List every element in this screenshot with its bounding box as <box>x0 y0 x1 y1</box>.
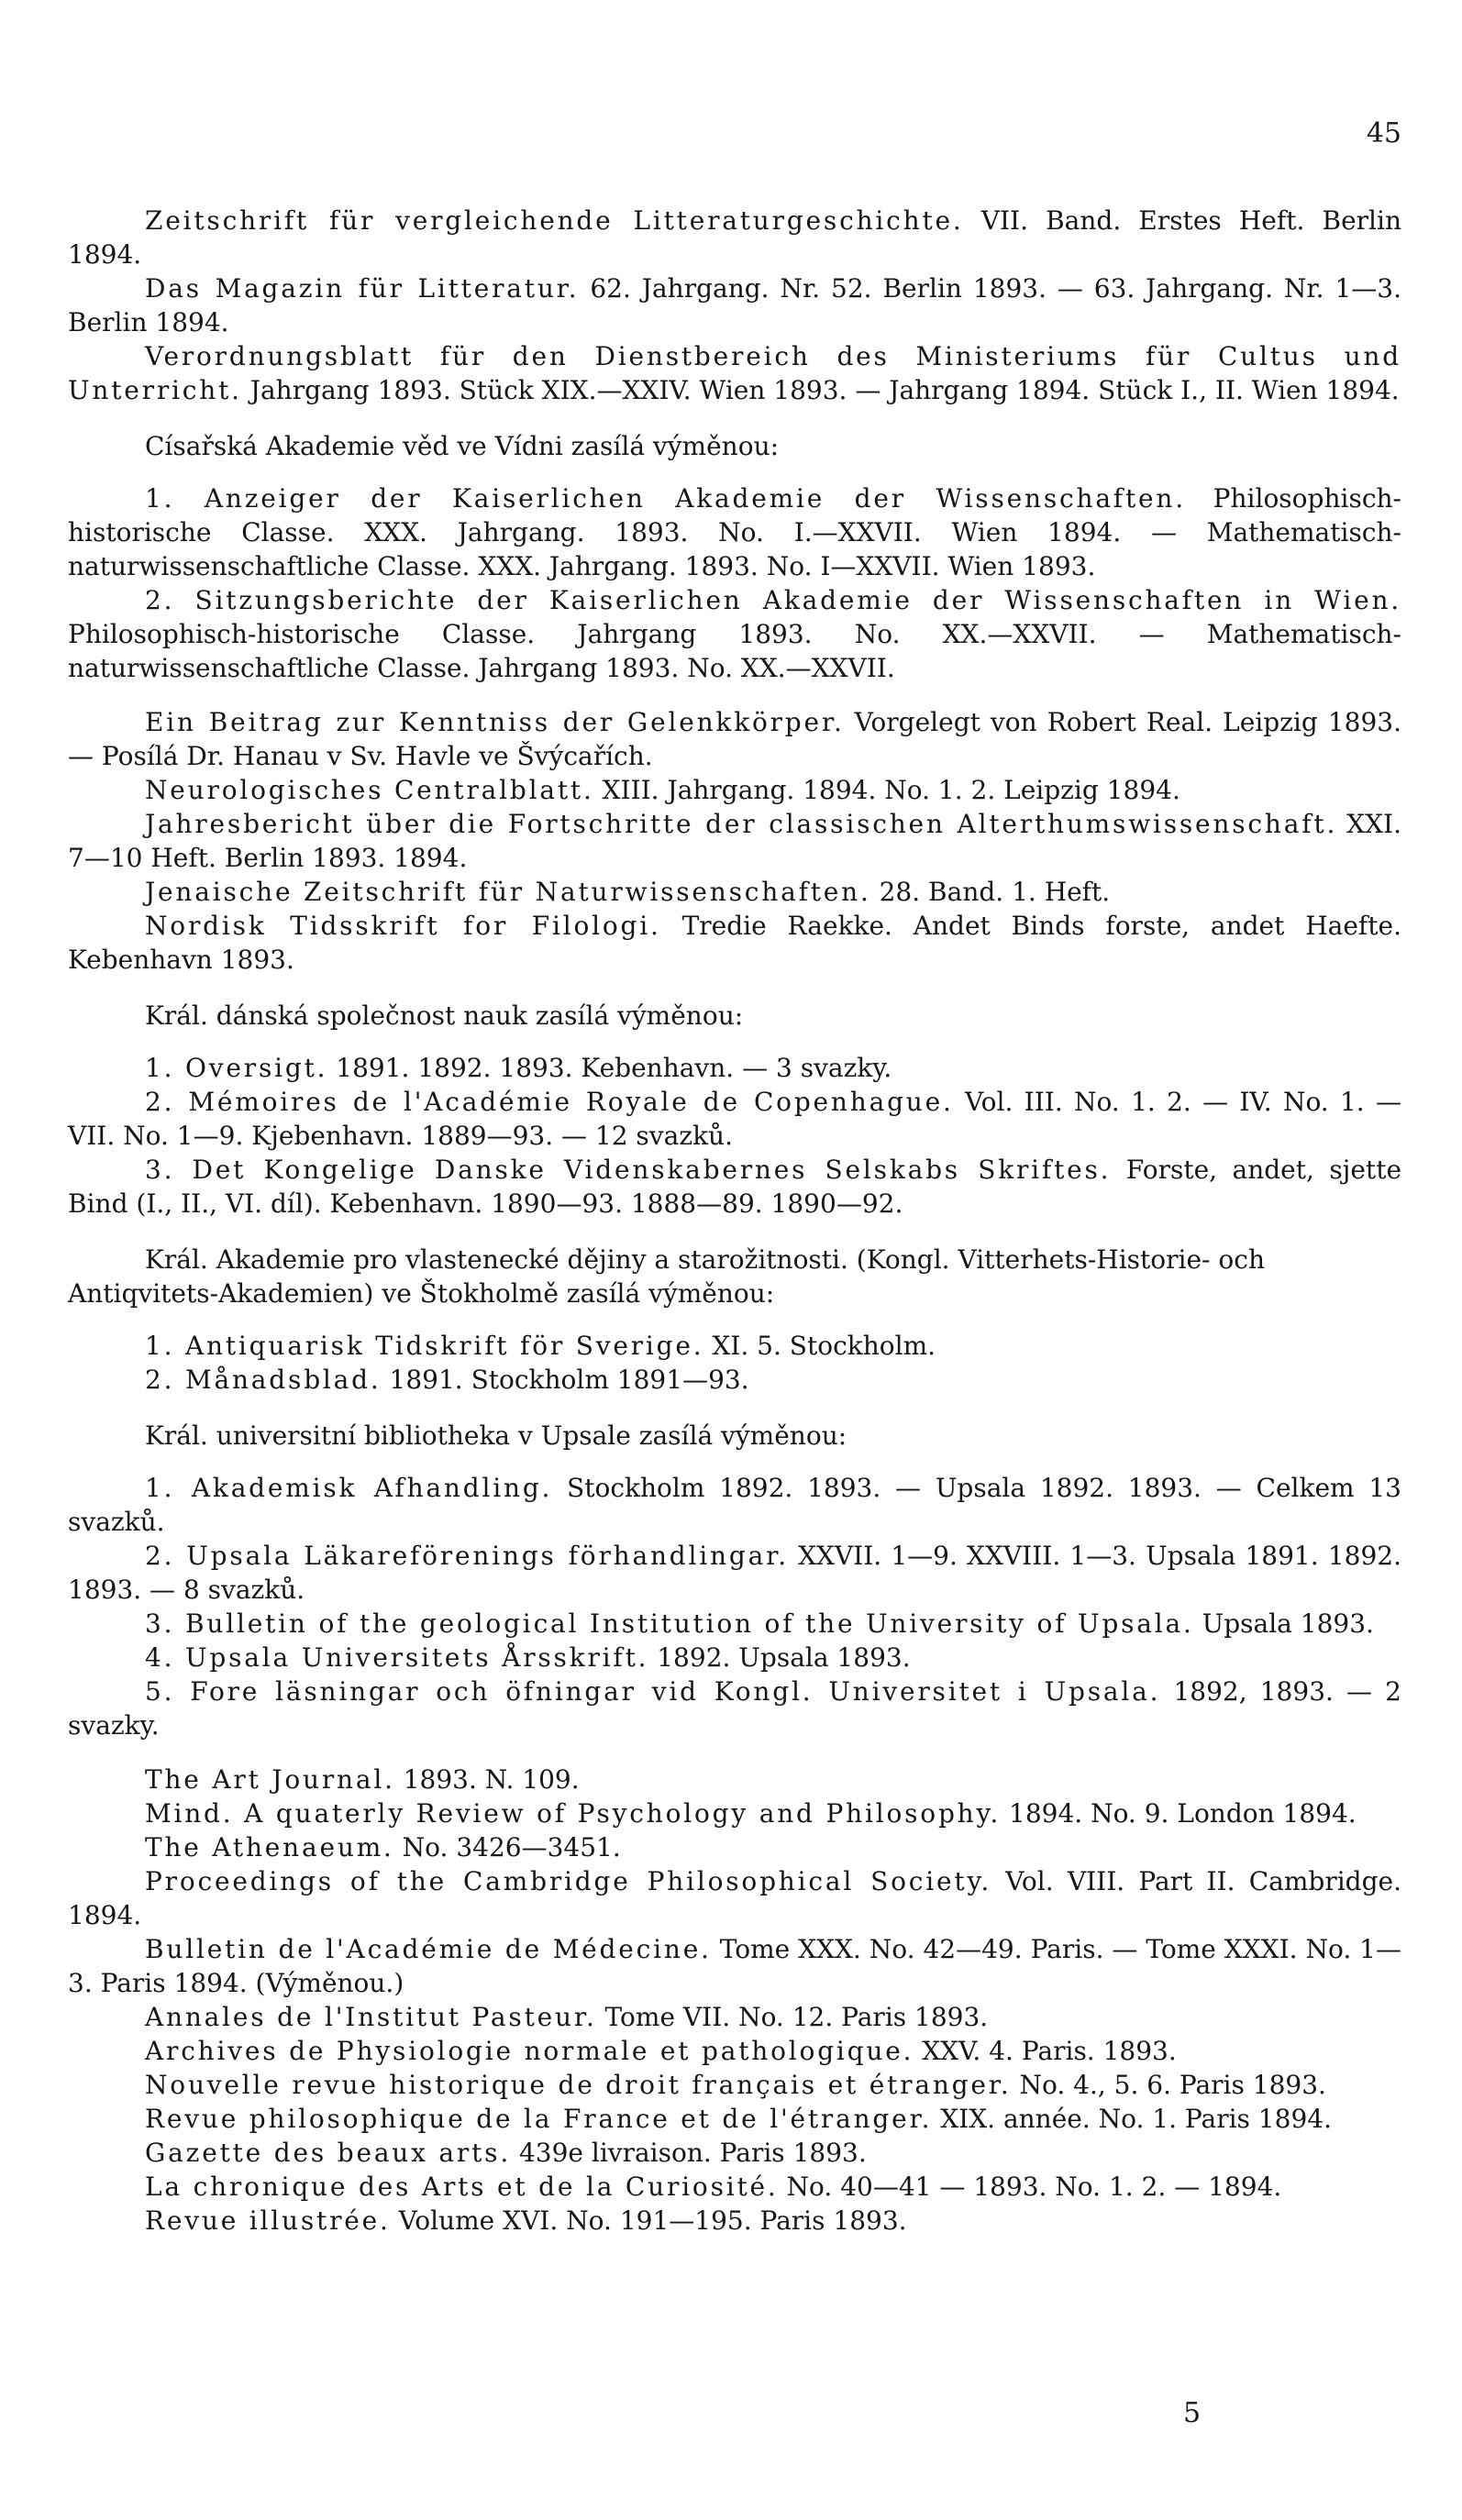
entry-title: 2. Mémoires de l'Académie Royale de Copenhague. <box>145 1087 954 1117</box>
entry-title: Ein Beitrag zur Kenntniss der Gelenkkörper. <box>145 707 845 737</box>
entry-title: The Art Journal. <box>145 1764 395 1795</box>
signature-mark: 5 <box>1183 2397 1202 2429</box>
bibliography-entry <box>68 204 1401 271</box>
entry-title: Revue illustrée. <box>145 2205 391 2236</box>
bibliography-entry <box>68 271 1401 339</box>
bibliography-entry <box>68 1329 1401 1363</box>
entry-details: 28. Band. 1. Heft. <box>870 877 1111 907</box>
entry-title: Zeitschrift für vergleichende Litteraturgeschichte. <box>145 205 964 236</box>
entry-details: Philosophisch-historische Classe. Jahrgang 1893. No. XX.—XXVII. — Mathematisch-naturwissenschaftliche Classe. Jahrgang 1893. No. XX.—XXVII. <box>68 619 1401 683</box>
entry-title: 1. Oversigt. <box>145 1053 328 1083</box>
bibliography-entry <box>68 2204 1401 2238</box>
section-heading: Král. dánská společnost nauk zasílá výměnou: <box>145 1000 744 1031</box>
entry-details: No. 40—41 — 1893. No. 1. 2. — 1894. <box>778 2172 1282 2202</box>
bibliography-entry <box>68 1607 1401 1641</box>
entry-details: 1894. No. 9. London 1894. <box>1001 1798 1357 1829</box>
bibliography-entry <box>68 1864 1401 1932</box>
bibliography-entry <box>68 583 1401 685</box>
entry-title: 3. Det Kongelige Danske Videnskabernes Selskabs Skriftes. <box>145 1155 1112 1185</box>
entry-details: Jahrgang 1893. Stück XIX.—XXIV. Wien 1893. — Jahrgang 1894. Stück I., II. Wien 1894. <box>241 375 1400 405</box>
entry-details: 1891. 1892. 1893. Kebenhavn. — 3 svazky. <box>327 1053 892 1083</box>
bibliography-entry <box>68 807 1401 875</box>
entry-details: Philosophisch-historische Classe. XXX. Jahrgang. 1893. No. I.—XXVII. Wien 1894. — Mathematisch-naturwissenschaftliche Classe. XXX. Jahrgang. 1893. No. I—XXVII. Wien 1893. <box>68 483 1401 581</box>
bibliography-entry <box>68 1153 1401 1221</box>
entry-title: Revue philosophique de la France et de l'étranger. <box>145 2104 933 2134</box>
entry-title: Verordnungsblatt für den Dienstbereich des Ministeriums für Cultus und Unterricht. <box>68 341 1401 405</box>
bibliography-entry <box>68 2068 1401 2102</box>
bibliography-entry <box>68 2102 1401 2136</box>
entry-details: VII. Band. Erstes Heft. Berlin 1894. <box>68 205 1401 270</box>
bibliography-entry <box>68 2034 1401 2068</box>
entry-details: No. 4., 5. 6. Paris 1893. <box>1011 2070 1326 2100</box>
entry-title: 1. Antiquarisk Tidskrift för Sverige. <box>145 1331 704 1361</box>
entry-details: XXI. 7—10 Heft. Berlin 1893. 1894. <box>68 809 1401 873</box>
entry-title: Neurologisches Centralblatt. <box>145 775 594 805</box>
entry-title: The Athenaeum. <box>145 1832 394 1862</box>
entry-details: Upsala 1893. <box>1193 1608 1374 1639</box>
entry-details: 1892. Upsala 1893. <box>648 1642 911 1673</box>
entry-details: Tredie Raekke. Andet Binds forste, andet Haefte. Kebenhavn 1893. <box>68 911 1401 975</box>
entry-title: 4. Upsala Universitets Årsskrift. <box>145 1642 649 1673</box>
bibliography-entry <box>68 1363 1401 1397</box>
entry-title: 2. Månadsblad. <box>145 1365 382 1395</box>
entry-details: Tome VII. No. 12. Paris 1893. <box>596 2002 989 2032</box>
bibliography-entry <box>68 2136 1401 2170</box>
entry-title: 3. Bulletin of the geological Institution of the University of Upsala. <box>145 1608 1194 1639</box>
bibliography-entry <box>68 1051 1401 1085</box>
text-body <box>68 204 1401 2238</box>
section-heading: Král. universitní bibliotheka v Upsale zasílá výměnou: <box>145 1420 847 1451</box>
entry-title: Jenaische Zeitschrift für Naturwissenschaften. <box>145 877 871 907</box>
bibliography-entry <box>68 1830 1401 1864</box>
bibliography-entry <box>68 339 1401 407</box>
entry-details: Vol. VIII. Part II. Cambridge. 1894. <box>68 1866 1401 1930</box>
entry-title: Archives de Physiologie normale et pathologique. <box>145 2036 914 2066</box>
entry-title: Jahresbericht über die Fortschritte der classischen Alterthumswissenschaft. <box>145 809 1338 839</box>
entry-details: 62. Jahrgang. Nr. 52. Berlin 1893. — 63. Jahrgang. Nr. 1—3. Berlin 1894. <box>68 273 1401 337</box>
page-number: 45 <box>1366 117 1401 149</box>
entry-details: XIX. année. No. 1. Paris 1894. <box>932 2104 1332 2134</box>
entry-details: XXV. 4. Paris. 1893. <box>914 2036 1177 2066</box>
bibliography-entry <box>68 481 1401 583</box>
entry-title: 2. Upsala Läkareförenings förhandlingar. <box>145 1541 789 1571</box>
entry-title: 1. Anzeiger der Kaiserlichen Akademie der Wissenschaften. <box>145 483 1186 514</box>
entry-details: XXVII. 1—9. XXVIII. 1—3. Upsala 1891. 1892. 1893. — 8 svazků. <box>68 1541 1401 1605</box>
entry-title: Proceedings of the Cambridge Philosophical Society. <box>145 1866 992 1896</box>
bibliography-entry <box>68 909 1401 977</box>
entry-details: Stockholm 1892. 1893. — Upsala 1892. 1893. — Celkem 13 svazků. <box>68 1473 1401 1537</box>
entry-details: Forste, andet, sjette Bind (I., II., VI. díl). Kebenhavn. 1890—93. 1888—89. 1890—92. <box>68 1155 1402 1219</box>
bibliography-entry <box>68 1763 1401 1796</box>
entry-title: 2. Sitzungsberichte der Kaiserlichen Akademie der Wissenschaften in Wien. <box>145 585 1401 615</box>
entry-title: Nordisk Tidsskrift for Filologi. <box>145 911 661 941</box>
entry-details: XIII. Jahrgang. 1894. No. 1. 2. Leipzig 1894. <box>593 775 1180 805</box>
bibliography-entry <box>68 2170 1401 2204</box>
entry-title: Bulletin de l'Académie de Médecine. <box>145 1934 712 1964</box>
bibliography-entry <box>68 2000 1401 2034</box>
entry-details: Tome XXX. No. 42—49. Paris. — Tome XXXI. No. 1—3. Paris 1894. (Výměnou.) <box>68 1934 1401 1998</box>
entry-title: Nouvelle revue historique de droit français et étranger. <box>145 2070 1012 2100</box>
bibliography-entry <box>68 1539 1401 1607</box>
entry-details: Vorgelegt von Robert Real. Leipzig 1893. — Posílá Dr. Hanau v Sv. Havle ve Švýcařích. <box>68 707 1402 771</box>
entry-title: 1. Akademisk Afhandling. <box>145 1473 553 1503</box>
entry-title: Annales de l'Institut Pasteur. <box>145 2002 597 2032</box>
bibliography-entry <box>68 1796 1401 1830</box>
entry-details: Volume XVI. No. 191—195. Paris 1893. <box>390 2205 907 2236</box>
entry-title: Mind. A quaterly Review of Psychology and Philosophy. <box>145 1798 1002 1829</box>
bibliography-entry <box>68 1471 1401 1539</box>
entry-title: 5. Fore läsningar och öfningar vid Kongl. Universitet i Upsala. <box>145 1676 1161 1707</box>
entry-details: 1893. N. 109. <box>394 1764 580 1795</box>
entry-title: Das Magazin für Litteratur. <box>145 273 580 304</box>
bibliography-entry <box>68 773 1401 807</box>
entry-details: Vol. III. No. 1. 2. — IV. No. 1. — VII. No. 1—9. Kjebenhavn. 1889—93. — 12 svazků. <box>68 1087 1401 1151</box>
entry-details: 1892, 1893. — 2 svazky. <box>68 1676 1401 1741</box>
entry-details: 439e livraison. Paris 1893. <box>511 2138 867 2168</box>
entry-details: XI. 5. Stockholm. <box>703 1331 936 1361</box>
section-heading: Císařská Akademie věd ve Vídni zasílá výměnou: <box>145 431 780 461</box>
bibliography-entry <box>68 875 1401 909</box>
entry-title: Gazette des beaux arts. <box>145 2138 512 2168</box>
bibliography-entry <box>68 1674 1401 1742</box>
bibliography-entry <box>68 1085 1401 1153</box>
bibliography-entry <box>68 1641 1401 1674</box>
entry-title: La chronique des Arts et de la Curiosité. <box>145 2172 779 2202</box>
entry-details: No. 3426—3451. <box>393 1832 621 1862</box>
bibliography-entry <box>68 705 1401 773</box>
section-heading: Král. Akademie pro vlastenecké dějiny a starožitnosti. (Kongl. Vitterhets-Historie- och Antiqvitets-Akademien) ve Štokholmě zasílá výměnou: <box>68 1244 1265 1309</box>
entry-details: 1891. Stockholm 1891—93. <box>381 1365 749 1395</box>
bibliography-entry <box>68 1932 1401 2000</box>
